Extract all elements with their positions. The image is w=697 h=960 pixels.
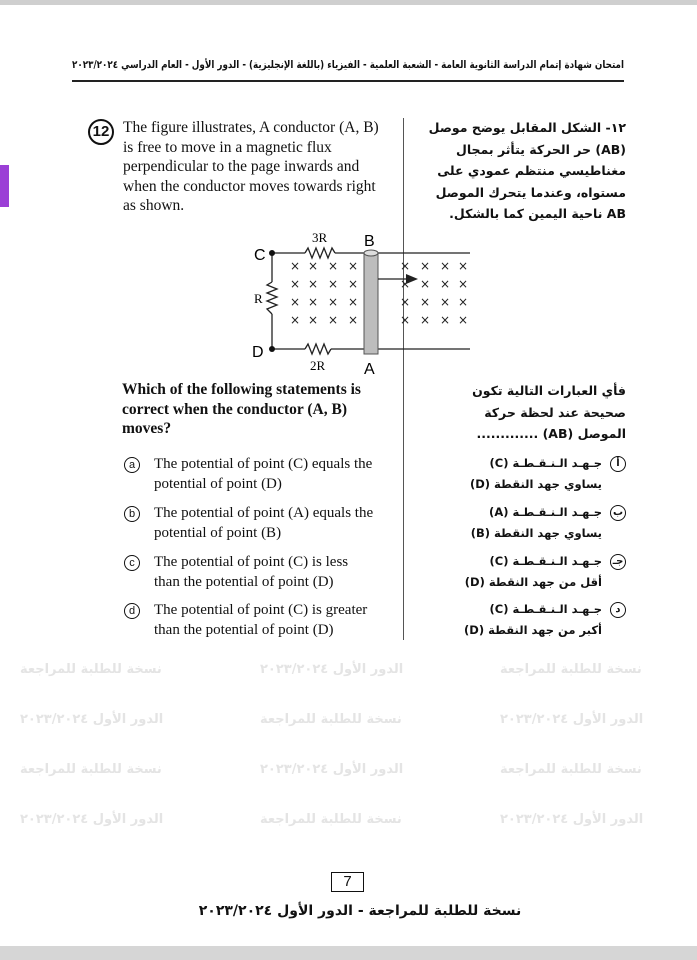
field-into-page-mark: × (308, 259, 319, 273)
field-into-page-mark: × (348, 313, 359, 327)
field-into-page-mark: × (328, 259, 339, 273)
option-letter-ar: ب (610, 505, 626, 521)
watermark-text: نسخة للطلبة للمراجعة (20, 662, 162, 677)
page-number: 7 (331, 872, 364, 892)
field-into-page-mark: × (290, 295, 301, 309)
watermark-text: الدور الأول ٢٠٢٣/٢٠٢٤ (260, 662, 404, 677)
watermark-text: الدور الأول ٢٠٢٣/٢٠٢٤ (500, 812, 644, 827)
column-divider (403, 118, 404, 640)
option-c-ar[interactable] (408, 551, 626, 593)
field-into-page-mark: × (400, 313, 411, 327)
field-into-page-mark: × (290, 259, 301, 273)
question-text-en (123, 118, 401, 216)
label-3r: 3R (312, 230, 328, 245)
field-into-page-mark: × (440, 277, 451, 291)
option-text: جـهـد الـنـقـطـة (C) (489, 554, 602, 568)
label-c: C (254, 247, 266, 264)
resistor-r (267, 282, 277, 314)
text-line: ١٢- الشكل المقابل يوضح موصل (428, 120, 626, 135)
resistor-3r (305, 248, 335, 258)
text-line: The figure illustrates, A conductor (A, B) (123, 119, 379, 136)
field-into-page-mark: × (290, 277, 301, 291)
field-into-page-mark: × (290, 313, 301, 327)
field-into-page-mark: × (348, 277, 359, 291)
side-marker (0, 165, 9, 207)
text-line: الموصل (AB) ............. (476, 426, 626, 441)
label-b: B (364, 233, 375, 250)
text-line: (AB) حر الحركة يتأثر بمجال (455, 141, 626, 157)
text-line: correct when the conductor (A, B) (122, 400, 347, 418)
question-number: 12 (88, 119, 114, 145)
field-into-page-mark: × (400, 277, 411, 291)
prompt-en (122, 380, 400, 439)
option-letter-ar: أ (610, 456, 626, 472)
text-line: صحيحة عند لحظة حركة (484, 404, 626, 420)
watermark-text: نسخة للطلبة للمراجعة (260, 812, 402, 827)
field-into-page-mark: × (458, 277, 469, 291)
footer: نسخة للطلبة للمراجعة - الدور الأول ٢٠٢٣/٢٠٢٤ (198, 903, 522, 919)
option-d-en[interactable] (124, 601, 400, 640)
field-into-page-mark: × (400, 295, 411, 309)
option-text: يساوي جهد النقطة (B) (470, 526, 602, 540)
text-line: moves? (122, 420, 172, 437)
watermark-text: نسخة للطلبة للمراجعة (260, 712, 402, 727)
bottom-edge (0, 946, 697, 960)
field-into-page-mark: × (328, 295, 339, 309)
field-into-page-mark: × (458, 259, 469, 273)
question-text-ar (408, 117, 626, 225)
field-into-page-mark: × (348, 259, 359, 273)
field-into-page-mark: × (328, 277, 339, 291)
exam-header: امتحان شهادة إتمام الدراسة الثانوية العامة - الشعبة العلمية - الفيزياء (باللغة الإنجليزية) - الدور الأول - العام الدراسي ٢٠٢٣/٢٠٢٤ (72, 59, 624, 71)
option-b-en[interactable] (124, 504, 400, 543)
option-text: The potential of point (C) is greater than the potential of point (D) (154, 602, 368, 638)
top-edge (0, 0, 697, 5)
watermark-text: نسخة للطلبة للمراجعة (500, 662, 642, 677)
field-into-page-mark: × (440, 259, 451, 273)
field-into-page-mark: × (440, 313, 451, 327)
option-text: يساوي جهد النقطة (D) (469, 477, 602, 491)
field-into-page-mark: × (328, 313, 339, 327)
field-into-page-mark: × (308, 313, 319, 327)
option-letter: c (124, 555, 140, 571)
text-line: Which of the following statements is (122, 381, 361, 398)
watermark-text: الدور الأول ٢٠٢٣/٢٠٢٤ (20, 812, 164, 827)
option-letter-ar: د (610, 602, 626, 618)
watermark-text: الدور الأول ٢٠٢٣/٢٠٢٤ (20, 712, 164, 727)
field-into-page-mark: × (308, 295, 319, 309)
option-c-en[interactable] (124, 553, 400, 592)
resistor-2r (305, 344, 331, 354)
option-letter-ar: جـ (610, 554, 626, 570)
option-text: أقل من جهد النقطة (D) (464, 575, 602, 589)
option-text: أكبر من جهد النقطة (D) (464, 623, 602, 637)
field-into-page-mark: × (458, 313, 469, 327)
field-into-page-mark: × (420, 295, 431, 309)
circuit-diagram (240, 222, 480, 378)
option-text: جـهـد الـنـقـطـة (C) (489, 456, 602, 470)
prompt-ar (408, 380, 626, 445)
field-into-page-mark: × (308, 277, 319, 291)
text-line: as shown. (123, 197, 185, 214)
field-into-page-mark: × (420, 259, 431, 273)
text-line: AB ناحية اليمين كما بالشكل. (449, 206, 626, 221)
field-into-page-mark: × (420, 277, 431, 291)
label-d: D (252, 344, 264, 361)
option-text: The potential of point (C) is less than the potential of point (D) (154, 554, 349, 590)
option-text: جـهـد الـنـقـطـة (C) (489, 602, 602, 616)
watermark-text: الدور الأول ٢٠٢٣/٢٠٢٤ (260, 762, 404, 777)
text-line: is free to move in a magnetic flux (123, 138, 332, 156)
text-line: فأي العبارات التالية تكون (472, 383, 626, 398)
text-line: perpendicular to the page inwards and (123, 158, 360, 175)
header-rule (72, 80, 624, 82)
field-into-page-mark: × (458, 295, 469, 309)
option-text: The potential of point (A) equals the potential of point (B) (154, 505, 374, 541)
option-letter: a (124, 457, 140, 473)
option-a-en[interactable] (124, 455, 400, 494)
label-r: R (254, 291, 263, 306)
option-letter: b (124, 506, 140, 522)
conductor-rod (364, 253, 378, 354)
option-a-ar[interactable] (408, 453, 626, 495)
text-line: مغناطيسي منتظم عمودي على (437, 163, 626, 178)
option-letter: d (124, 603, 140, 619)
label-2r: 2R (310, 358, 326, 373)
field-into-page-mark: × (348, 295, 359, 309)
option-d-ar[interactable] (408, 599, 626, 641)
text-line: مستواه، وعندما يتحرك الموصل (435, 184, 626, 200)
field-into-page-mark: × (420, 313, 431, 327)
label-a: A (364, 361, 375, 378)
field-into-page-mark: × (440, 295, 451, 309)
option-text: The potential of point (C) equals the potential of point (D) (154, 456, 373, 492)
option-b-ar[interactable] (408, 502, 626, 544)
watermark-text: الدور الأول ٢٠٢٣/٢٠٢٤ (500, 712, 644, 727)
watermark-text: نسخة للطلبة للمراجعة (500, 762, 642, 777)
text-line: when the conductor moves towards right (123, 177, 376, 195)
field-into-page-mark: × (400, 259, 411, 273)
watermark-text: نسخة للطلبة للمراجعة (20, 762, 162, 777)
option-text: جـهـد الـنـقـطـة (A) (489, 505, 602, 519)
